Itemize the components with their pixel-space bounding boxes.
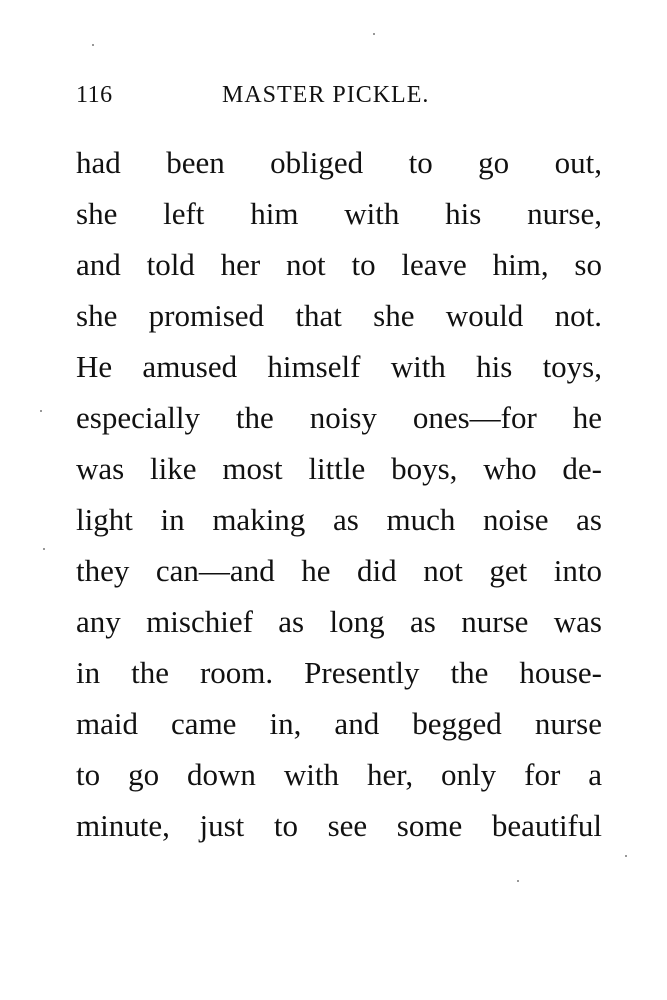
text-line: to go down with her, only for a	[76, 757, 602, 792]
text-line: she promised that she would not.	[76, 298, 602, 333]
page-header	[76, 82, 606, 112]
running-title: MASTER PICKLE.	[222, 82, 430, 108]
text-line: He amused himself with his toys,	[76, 349, 602, 384]
paper-speck	[373, 33, 375, 35]
body-text	[76, 140, 602, 854]
paper-speck	[43, 548, 45, 550]
text-line: minute, just to see some beautiful	[76, 808, 602, 843]
text-line: light in making as much noise as	[76, 502, 602, 537]
page-number: 116	[76, 82, 113, 108]
paper-speck	[625, 855, 627, 857]
text-line: and told her not to leave him, so	[76, 247, 602, 282]
paper-speck	[92, 44, 94, 46]
text-line: she left him with his nurse,	[76, 196, 602, 231]
text-line: maid came in, and begged nurse	[76, 706, 602, 741]
text-line: had been obliged to go out,	[76, 145, 602, 180]
text-line: especially the noisy ones—for he	[76, 400, 602, 435]
paper-speck	[40, 410, 42, 412]
text-line: was like most little boys, who de-	[76, 451, 602, 486]
text-line: in the room. Presently the house-	[76, 655, 602, 690]
paper-speck	[517, 880, 519, 882]
text-line: any mischief as long as nurse was	[76, 604, 602, 639]
text-line: they can—and he did not get into	[76, 553, 602, 588]
